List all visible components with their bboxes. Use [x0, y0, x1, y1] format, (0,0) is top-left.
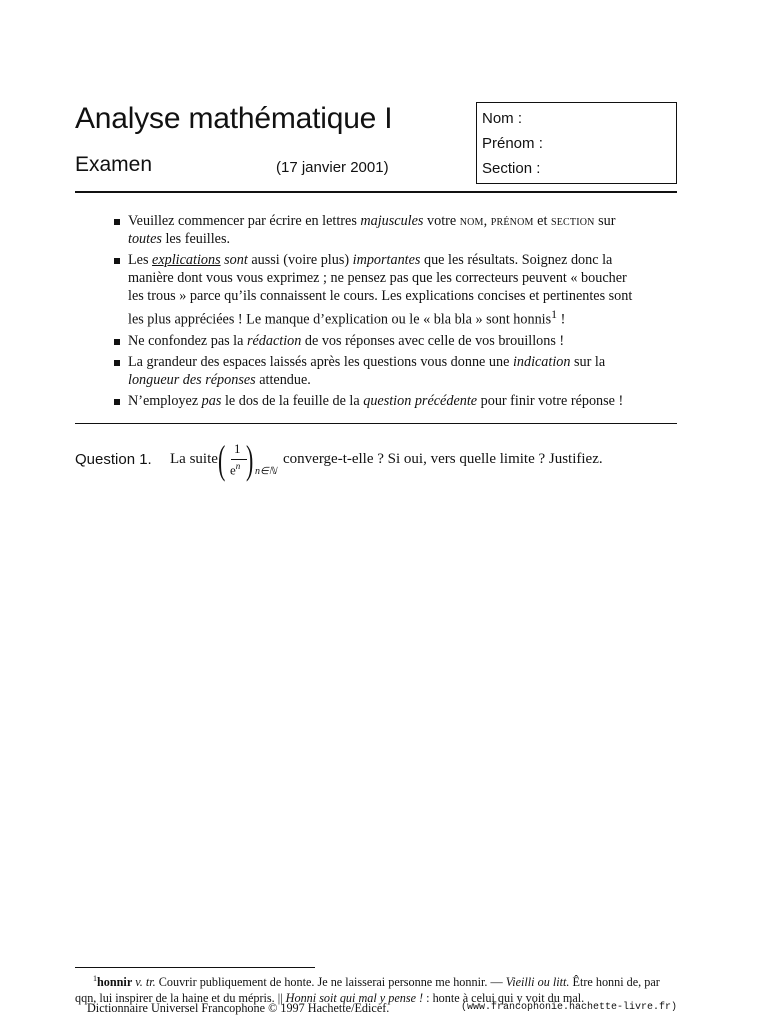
bullet-square-icon	[114, 360, 120, 366]
source-url: (www.francophonie.hachette-livre.fr)	[460, 1002, 677, 1013]
text: Veuillez commencer par écrire en lettres	[128, 213, 361, 229]
emphasis: sont	[224, 252, 248, 268]
small-caps: section	[550, 213, 595, 229]
sequence-formula	[217, 437, 285, 486]
footnote-mark: 1	[551, 307, 558, 321]
formula-subscript: n∈ℕ	[255, 466, 277, 477]
text: N’employez	[128, 392, 202, 409]
footnote-headword: honnir	[97, 975, 133, 990]
footnote-pos: v. tr.	[135, 975, 156, 990]
emphasis: explications	[152, 252, 221, 268]
footnote-source	[87, 1001, 677, 1016]
text: ,	[483, 213, 491, 229]
left-paren: (	[217, 437, 226, 482]
text: les feuilles.	[161, 231, 231, 247]
fraction-bar	[231, 459, 247, 460]
instructions-divider	[75, 423, 677, 424]
student-id-box	[476, 102, 677, 184]
exam-title: Analyse mathématique I	[75, 102, 393, 135]
emphasis: toutes	[128, 231, 162, 247]
emphasis: pas	[201, 392, 222, 409]
instructions-list	[110, 212, 640, 413]
footnote-register: Vieilli ou litt.	[505, 975, 570, 990]
text: que les résultats. Soignez donc la manière dont vous vous exprimez ; ne pensez pas que les correcteurs peuvent « boucher les trous » parce qu’ils connaissent le cours. Les explications concises et pertinentes sont les plus appréciées ! Le manque d’explication ou le « bla bla » sont honnis	[128, 252, 633, 328]
denominator-exponent: n	[235, 461, 241, 471]
footnote-rule	[75, 967, 315, 968]
footnote-number: 1	[93, 974, 97, 983]
text: Les	[128, 252, 153, 268]
footnote-definition-3: : honte à celui qui y voit du mal.	[423, 990, 585, 1005]
text: aussi (voire plus)	[247, 252, 353, 268]
text: sur la	[570, 353, 606, 370]
nom-field-label: Nom :	[482, 110, 523, 127]
text: pour finir votre réponse !	[477, 392, 624, 409]
instruction-item	[110, 212, 640, 248]
text: de vos réponses avec celle de vos brouillons !	[301, 332, 565, 349]
emphasis: importantes	[352, 252, 421, 268]
footnote-definition: Couvrir publiquement de honte. Je ne laisserai personne me honnir. —	[155, 975, 506, 990]
emphasis: majuscules	[360, 213, 424, 229]
bullet-square-icon	[114, 219, 120, 225]
instruction-item	[110, 332, 640, 350]
text: sur	[594, 213, 616, 229]
question-1	[75, 437, 677, 490]
question-text-after: converge-t-elle ? Si oui, vers quelle limite ? Justifiez.	[283, 451, 603, 467]
text: !	[557, 311, 566, 328]
question-label: Question 1.	[75, 451, 152, 468]
footnote-definition-2: Être honni de, par qqn, lui inspirer de la haine et du mépris. ||	[75, 975, 660, 1005]
text: et	[533, 213, 551, 229]
bullet-square-icon	[114, 339, 120, 345]
bullet-square-icon	[114, 258, 120, 264]
text: Ne confondez pas la	[128, 332, 247, 349]
formula-denominator	[230, 461, 240, 478]
instruction-item	[110, 353, 640, 389]
exam-date: (17 janvier 2001)	[276, 159, 389, 176]
formula-numerator: 1	[234, 441, 241, 456]
prenom-field-label: Prénom :	[482, 135, 543, 152]
right-paren: )	[245, 437, 254, 482]
text: votre	[423, 213, 460, 229]
emphasis: rédaction	[246, 332, 302, 349]
source-citation: Dictionnaire Universel Francophone © 1997 Hachette/Edicef.	[87, 1001, 390, 1015]
text: le dos de la feuille de la	[221, 392, 364, 409]
section-field-label: Section :	[482, 160, 541, 177]
exam-subtitle: Examen	[75, 153, 153, 176]
small-caps: prénom	[490, 213, 534, 229]
instruction-item	[110, 251, 640, 329]
emphasis: longueur des réponses	[128, 371, 256, 388]
emphasis: question précédente	[363, 392, 478, 409]
header-divider	[75, 191, 677, 193]
question-text-before: La suite	[170, 451, 218, 467]
text: La grandeur des espaces laissés après les questions vous donne une	[128, 353, 513, 370]
bullet-square-icon	[114, 399, 120, 405]
footnote-proverb: Honni soit qui mal y pense !	[285, 990, 424, 1005]
instruction-item	[110, 392, 640, 410]
text: attendue.	[255, 371, 311, 388]
emphasis: indication	[512, 353, 571, 370]
small-caps: nom	[459, 213, 484, 229]
denominator-base: e	[230, 462, 236, 478]
